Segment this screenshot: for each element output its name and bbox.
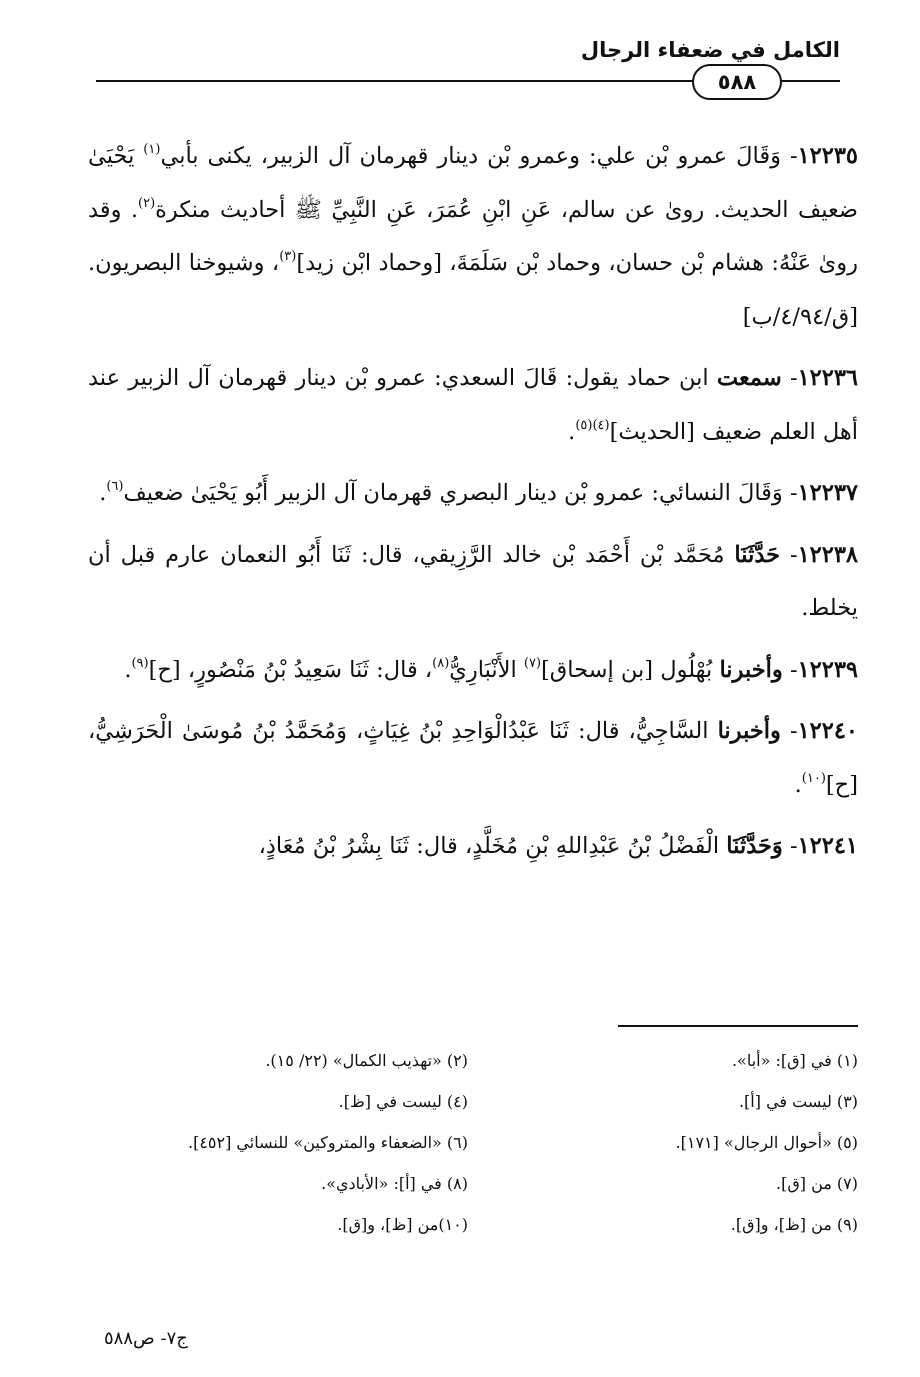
footnote-marker[interactable]: (٢) [138, 195, 156, 211]
entry-number: ١٢٢٣٨ [797, 541, 858, 568]
entry-12238 [88, 529, 858, 636]
footnote: (١) في [ق]: «أبا». [731, 1051, 858, 1070]
entry-text: ابن حماد يقول: قَالَ السعدي: عمرو بْن دينار قهرمان آل الزبير عند أهل العلم ضعيف [الحديث] [88, 365, 858, 445]
entry-text: . [124, 656, 132, 683]
footnote-marker[interactable]: (٦) [106, 479, 124, 494]
footnote: (٢) «تهذيب الكمال» (٢٢/ ١٥). [265, 1051, 468, 1070]
footnote: (٤) ليست في [ظ]. [338, 1092, 468, 1111]
entry-keyword: حَدَّثَنَا [734, 541, 781, 568]
entry-text: يَحْيَىٰ ضعيف الحديث. روىٰ عن سالم، عَنِ ابْنِ عُمَرَ، عَنِ النَّبِيِّ ﷺ أحاديث منكرة [88, 143, 858, 223]
entry-dash: - [781, 365, 798, 391]
entry-text: . وقد روىٰ عَنْهُ: هشام بْن حسان، وحماد بْن سَلَمَةَ، [وحماد ابْن زيد] [88, 196, 858, 276]
footnote-row [78, 1081, 858, 1122]
footnote-row [78, 1204, 858, 1245]
entry-keyword: سمعت [716, 365, 782, 391]
entry-text: . [568, 418, 576, 445]
footnote: (٦) «الضعفاء والمتروكين» للنسائي [٤٥٢]. [187, 1133, 468, 1152]
entry-12241 [88, 820, 858, 874]
entry-number: ١٢٢٣٧ [797, 480, 858, 506]
entry-keyword: وأخبرنا [717, 718, 781, 744]
entry-text: وَقَالَ عمرو بْن علي: وعمرو بْن دينار قهرمان آل الزبير، يكنى بأبي [160, 143, 781, 169]
footnote: (١٠)من [ظ]، و[ق]. [337, 1215, 468, 1234]
entry-number: ١٢٢٣٦ [797, 365, 858, 391]
footnote-marker[interactable]: (١٠) [801, 770, 826, 786]
entry-12236 [88, 352, 858, 459]
footnote-row [78, 1163, 858, 1204]
entry-keyword: وأخبرنا [719, 656, 783, 683]
entry-text: الْفَضْلُ بْنُ عَبْدِاللهِ بْنِ مُخَلَّدٍ، قال: ثَنَا بِشْرُ بْنُ مُعَاذٍ، [258, 833, 727, 859]
footnote-row [78, 1040, 858, 1081]
main-text [88, 130, 858, 882]
footnote-marker[interactable]: (٣) [279, 249, 297, 264]
entry-dash: - [782, 656, 798, 683]
entry-text: . [794, 771, 802, 798]
entry-dash: - [781, 143, 798, 169]
footnote-marker[interactable]: (٨) [432, 655, 450, 671]
entry-12240 [88, 705, 858, 812]
footnote-row [78, 1122, 858, 1163]
volume-page-footer: ج٧- ص٥٨٨ [104, 1328, 188, 1349]
entry-text: ، وشيوخنا البصريون. [ق/٤/٩٤/ب] [88, 250, 858, 330]
entry-dash: - [780, 718, 798, 744]
page-number: ٥٨٨ [692, 64, 782, 100]
entry-dash: - [782, 833, 798, 859]
footnote-separator [618, 1025, 858, 1027]
entry-dash: - [782, 480, 798, 506]
footnote: (٣) ليست في [أ]. [738, 1092, 858, 1111]
entry-12235 [88, 130, 858, 344]
entry-text: بُهْلُول [بن إسحاق] [541, 656, 720, 683]
entry-text: . [99, 480, 107, 506]
entry-number: ١٢٢٤١ [797, 833, 858, 859]
footnote: (٥) «أحوال الرجال» [١٧١]. [675, 1133, 858, 1152]
entry-text: السَّاجِيُّ، قال: ثَنَا عَبْدُالْوَاحِدِ بْنُ غِيَاثٍ، وَمُحَمَّدُ بْنُ مُوسَىٰ الْحَرَشِيُّ، [ح] [88, 718, 858, 798]
footnote: (٧) من [ق]. [776, 1174, 858, 1193]
entry-12239 [88, 644, 858, 698]
footnote-marker[interactable]: (٤)(٥) [575, 417, 610, 433]
footnote: (٩) من [ظ]، و[ق]. [730, 1215, 858, 1234]
running-title: الكامل في ضعفاء الرجال [580, 38, 840, 62]
footnote-marker[interactable]: (٩) [131, 655, 149, 671]
entry-number: ١٢٢٣٥ [797, 143, 858, 169]
footnote-marker[interactable]: (١) [143, 142, 161, 157]
footnote-marker[interactable]: (٧) [523, 655, 542, 671]
entry-text: الأَنْبَارِيُّ [449, 656, 524, 683]
entry-keyword: وَحَدَّثَنَا [726, 833, 783, 859]
footnotes [78, 1040, 858, 1245]
entry-number: ١٢٢٤٠ [797, 718, 858, 744]
entry-dash: - [780, 541, 798, 568]
entry-text: وَقَالَ النسائي: عمرو بْن دينار البصري قهرمان آل الزبير أَبُو يَحْيَىٰ ضعيف [123, 480, 783, 506]
entry-text: ، قال: ثَنَا سَعِيدُ بْنُ مَنْصُورٍ، [ح] [148, 656, 433, 683]
entry-text: مُحَمَّد بْن أَحْمَد بْن خالد الرَّزِيقي، قال: ثَنَا أَبُو النعمان عارم قبل أن يخلط. [88, 541, 858, 621]
footnote: (٨) في [أ]: «الأبادي». [321, 1174, 468, 1193]
entry-number: ١٢٢٣٩ [797, 656, 858, 683]
entry-12237 [88, 467, 858, 521]
